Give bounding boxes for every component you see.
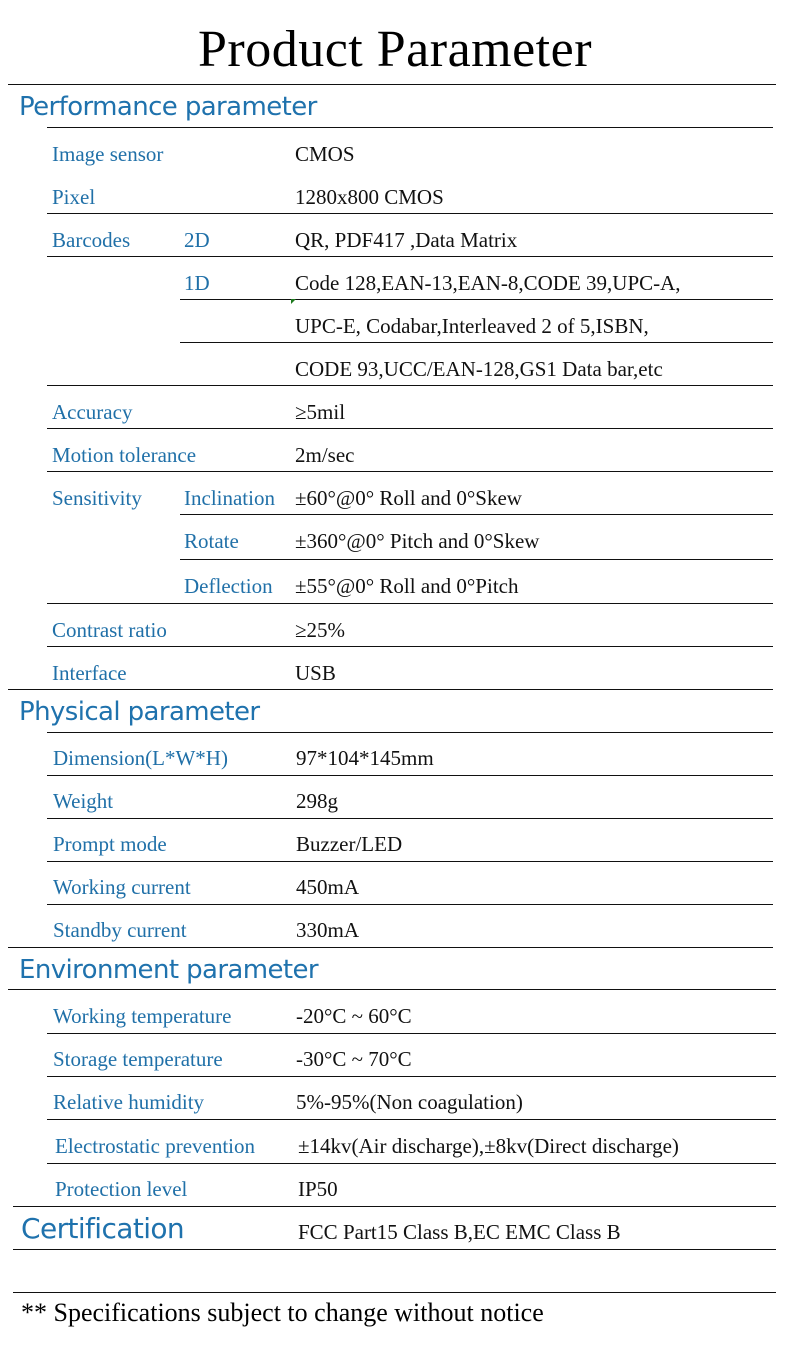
spec-value: ≥25% (295, 618, 346, 642)
row-divider (13, 1206, 776, 1207)
spec-value: 330mA (296, 918, 359, 942)
row-divider (47, 385, 773, 386)
row-divider (13, 1292, 776, 1293)
section-heading-environment: Environment parameter (19, 955, 318, 985)
spec-value: Code 128,EAN-13,EAN-8,CODE 39,UPC-A, (295, 271, 681, 295)
row-divider (47, 1163, 776, 1164)
row-divider (8, 689, 773, 690)
row-divider (47, 1119, 776, 1120)
spec-value: 97*104*145mm (296, 746, 434, 770)
row-divider (47, 775, 773, 776)
section-heading-certification: Certification (21, 1212, 185, 1245)
footnote: ** Specifications subject to change without notice (21, 1298, 544, 1327)
page-title: Product Parameter (197, 21, 593, 78)
spec-value: FCC Part15 Class B,EC EMC Class B (298, 1220, 621, 1244)
spec-sublabel: Deflection (184, 574, 273, 598)
cell-comment-marker (291, 299, 296, 304)
row-divider (47, 428, 773, 429)
spec-label: Protection level (55, 1177, 188, 1201)
spec-value: CMOS (295, 142, 355, 166)
spec-label: Prompt mode (53, 832, 167, 856)
spec-value: 2m/sec (295, 443, 355, 467)
row-divider (180, 559, 773, 560)
spec-value: ±14kv(Air discharge),±8kv(Direct discharge) (298, 1134, 679, 1158)
spec-label: Electrostatic prevention (55, 1134, 256, 1158)
spec-label: Dimension(L*W*H) (53, 746, 228, 770)
spec-sublabel: Rotate (184, 529, 239, 553)
spec-label: Pixel (52, 185, 96, 209)
spec-value: USB (295, 661, 336, 685)
spec-value: 1280x800 CMOS (295, 185, 444, 209)
spec-label: Barcodes (52, 228, 131, 252)
spec-label: Image sensor (52, 142, 164, 166)
section-heading-performance: Performance parameter (19, 92, 317, 122)
spec-value: ±60°@0° Roll and 0°Skew (295, 486, 522, 510)
spec-label: Relative humidity (53, 1090, 205, 1114)
spec-value: -30°C ~ 70°C (296, 1047, 412, 1071)
spec-value: 298g (296, 789, 338, 813)
title-divider (8, 84, 776, 85)
row-divider (47, 603, 773, 604)
row-divider (180, 514, 773, 515)
row-divider (13, 1249, 776, 1250)
spec-value: ±55°@0° Roll and 0°Pitch (295, 574, 519, 598)
spec-value: UPC-E, Codabar,Interleaved 2 of 5,ISBN, (295, 314, 649, 338)
row-divider (47, 904, 773, 905)
spec-sublabel: 2D (184, 228, 210, 252)
row-divider (47, 256, 773, 257)
spec-value: ±360°@0° Pitch and 0°Skew (295, 529, 540, 553)
row-divider (47, 732, 773, 733)
spec-value: ≥5mil (295, 400, 346, 424)
row-divider (47, 127, 773, 128)
spec-value: 450mA (296, 875, 359, 899)
spec-label: Standby current (53, 918, 187, 942)
row-divider (47, 1033, 776, 1034)
row-divider (8, 947, 773, 948)
spec-value: -20°C ~ 60°C (296, 1004, 412, 1028)
spec-label: Interface (52, 661, 127, 685)
spec-value: QR, PDF417 ,Data Matrix (295, 228, 518, 252)
spec-label: Working temperature (53, 1004, 232, 1028)
spec-sublabel: 1D (184, 271, 210, 295)
spec-value: 5%-95%(Non coagulation) (296, 1090, 523, 1114)
row-divider (47, 818, 773, 819)
spec-label: Contrast ratio (52, 618, 167, 642)
spec-value: Buzzer/LED (296, 832, 403, 856)
spec-label: Weight (53, 789, 114, 813)
row-divider (180, 299, 773, 300)
row-divider (47, 646, 773, 647)
row-divider (47, 1076, 776, 1077)
spec-label: Storage temperature (53, 1047, 223, 1071)
spec-value: IP50 (298, 1177, 338, 1201)
spec-value: CODE 93,UCC/EAN-128,GS1 Data bar,etc (295, 357, 663, 381)
spec-label: Working current (53, 875, 191, 899)
spec-label: Sensitivity (52, 486, 142, 510)
row-divider (8, 989, 776, 990)
row-divider (47, 471, 773, 472)
section-heading-physical: Physical parameter (19, 697, 260, 727)
spec-label: Motion tolerance (52, 443, 197, 467)
spec-label: Accuracy (52, 400, 133, 424)
row-divider (180, 342, 773, 343)
row-divider (47, 861, 773, 862)
row-divider (47, 213, 773, 214)
spec-sublabel: Inclination (184, 486, 275, 510)
